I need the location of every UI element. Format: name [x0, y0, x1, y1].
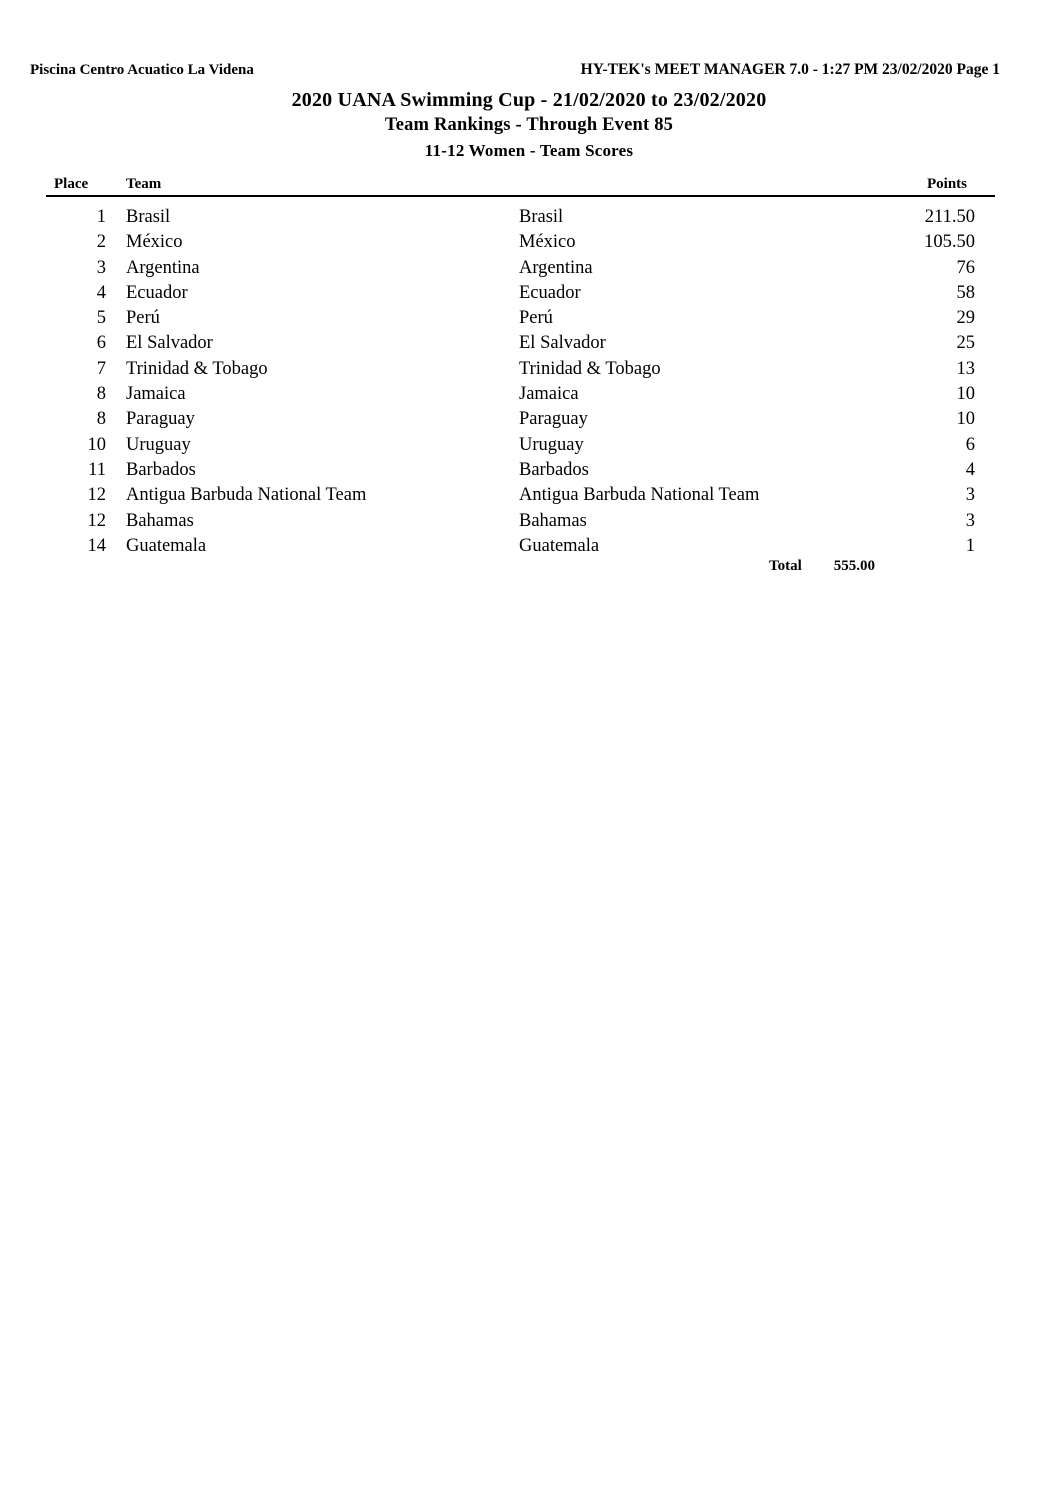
cell-points: 10: [956, 409, 975, 430]
cell-points: 4: [965, 459, 975, 480]
cell-team: Argentina: [126, 257, 200, 278]
cell-place: 1: [96, 207, 106, 227]
cell-points: 105.50: [924, 232, 975, 253]
column-header-team: Team: [126, 176, 162, 192]
cell-place: 12: [87, 485, 106, 506]
cell-points: 10: [956, 384, 975, 405]
table-row: [46, 281, 995, 306]
table-row: [46, 458, 995, 483]
cell-place: 12: [87, 510, 106, 531]
cell-points: 6: [965, 434, 975, 455]
table-row: [46, 433, 995, 458]
cell-team-secondary: Bahamas: [519, 510, 587, 531]
total-label: Total: [769, 558, 802, 574]
cell-team-secondary: Jamaica: [519, 384, 579, 405]
column-header-place: Place: [54, 176, 89, 192]
cell-team: Barbados: [126, 459, 196, 480]
table-row: [46, 534, 995, 559]
cell-team: México: [126, 232, 183, 253]
software-info-line: HY-TEK's MEET MANAGER 7.0 - 1:27 PM 23/02/2020 Page 1: [580, 61, 1000, 78]
cell-points: 3: [965, 510, 975, 531]
cell-place: 6: [96, 333, 106, 354]
table-row: [46, 509, 995, 534]
cell-team: Uruguay: [126, 434, 191, 455]
table-row: [46, 205, 995, 230]
table-header-row: [46, 176, 995, 194]
meet-title: 2020 UANA Swimming Cup - 21/02/2020 to 23/02/2020: [291, 89, 767, 111]
cell-points: 13: [956, 358, 975, 379]
cell-team-secondary: Paraguay: [519, 409, 588, 430]
venue-name: Piscina Centro Acuatico La Videna: [30, 62, 254, 78]
table-row: [46, 382, 995, 407]
cell-team-secondary: Antigua Barbuda National Team: [519, 485, 760, 506]
cell-place: 14: [87, 535, 106, 556]
cell-points: 3: [965, 485, 975, 506]
cell-team-secondary: Argentina: [519, 257, 593, 278]
team-scores-table: [46, 176, 995, 194]
cell-team-secondary: México: [519, 232, 576, 253]
page-title: 11-12 Women - Team Scores: [424, 141, 634, 160]
cell-team: Brasil: [126, 207, 171, 227]
cell-place: 7: [96, 358, 106, 379]
cell-team: Perú: [126, 308, 160, 329]
cell-place: 8: [96, 384, 106, 405]
table-row: [46, 483, 995, 508]
cell-team: Ecuador: [126, 282, 188, 303]
cell-team-secondary: El Salvador: [519, 333, 606, 354]
total-row: [46, 558, 995, 580]
cell-points: 76: [956, 257, 975, 278]
table-row: [46, 256, 995, 281]
cell-place: 3: [96, 257, 106, 278]
total-value: 555.00: [833, 558, 875, 574]
cell-team-secondary: Barbados: [519, 459, 589, 480]
cell-team: El Salvador: [126, 333, 213, 354]
report-title-block: [0, 88, 1058, 165]
cell-place: 8: [96, 409, 106, 430]
report-subtitle: Team Rankings - Through Event 85: [384, 115, 674, 135]
header-divider-rule: [46, 195, 995, 197]
cell-team-secondary: Perú: [519, 308, 553, 329]
cell-place: 11: [88, 459, 106, 480]
cell-place: 10: [87, 434, 106, 455]
table-row: [46, 230, 995, 255]
cell-points: 58: [956, 282, 975, 303]
table-row: [46, 306, 995, 331]
table-row: [46, 331, 995, 356]
cell-place: 4: [96, 282, 106, 303]
table-row: [46, 407, 995, 432]
cell-team-secondary: Guatemala: [519, 535, 600, 556]
cell-team-secondary: Ecuador: [519, 282, 581, 303]
table-body: [46, 205, 995, 559]
cell-team: Antigua Barbuda National Team: [126, 485, 367, 506]
cell-team-secondary: Uruguay: [519, 434, 584, 455]
cell-team: Trinidad & Tobago: [126, 358, 268, 379]
cell-team: Jamaica: [126, 384, 186, 405]
cell-points: 25: [956, 333, 975, 354]
cell-place: 2: [96, 232, 106, 253]
cell-points: 211.50: [924, 207, 975, 227]
cell-team: Paraguay: [126, 409, 195, 430]
column-header-points: Points: [926, 176, 967, 192]
cell-team-secondary: Brasil: [519, 207, 564, 227]
table-row: [46, 357, 995, 382]
cell-points: 1: [965, 535, 975, 556]
cell-team: Guatemala: [126, 535, 207, 556]
cell-team: Bahamas: [126, 510, 194, 531]
cell-points: 29: [956, 308, 975, 329]
cell-place: 5: [96, 308, 106, 329]
cell-team-secondary: Trinidad & Tobago: [519, 358, 661, 379]
